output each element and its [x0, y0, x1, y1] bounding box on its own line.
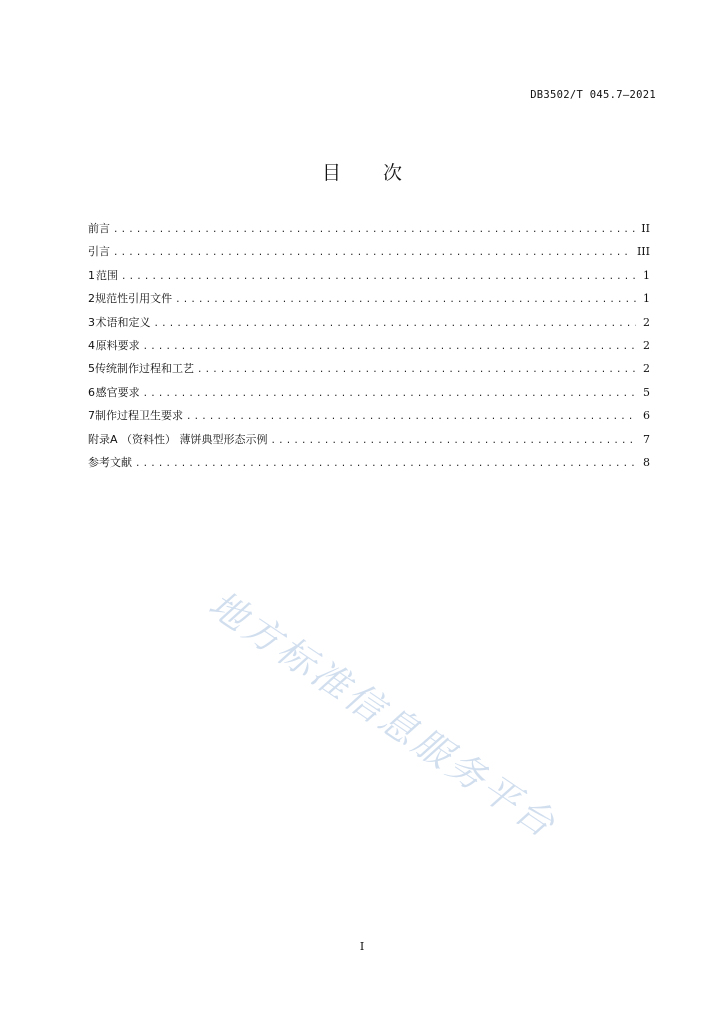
toc-entry-label: 引言 — [88, 245, 110, 259]
toc-entry-number: 7 — [88, 409, 95, 423]
toc-entry-label: 感官要求 — [95, 385, 140, 399]
toc-entry-page: 1 — [643, 292, 650, 306]
toc-entry-page: II — [641, 222, 650, 235]
toc-entry-number: 6 — [88, 385, 95, 399]
toc-leader-dots — [197, 359, 636, 382]
toc-leader-dots — [153, 313, 636, 336]
toc-entry-bibliography[interactable] — [88, 451, 650, 474]
toc-entry-label: 规范性引用文件 — [95, 292, 173, 306]
toc-entry-appendix-a[interactable] — [88, 428, 650, 451]
toc-entry-traditional-process[interactable] — [88, 357, 650, 380]
toc-leader-dots — [121, 266, 636, 289]
toc-entry-label: 传统制作过程和工艺 — [95, 362, 194, 376]
toc-leader-dots — [175, 289, 636, 312]
toc-entry-label: 原料要求 — [95, 338, 140, 352]
toc-entry-label: 前言 — [88, 222, 110, 235]
toc-leader-dots — [271, 430, 636, 453]
toc-leader-dots — [186, 406, 636, 429]
table-of-contents — [88, 217, 650, 474]
toc-entry-number: 4 — [88, 338, 95, 352]
toc-title: 目 次 — [321, 162, 421, 184]
toc-entry-page: 7 — [643, 432, 650, 446]
toc-entry-label: 范围 — [95, 268, 118, 282]
toc-entry-terms-definitions[interactable] — [88, 311, 650, 334]
page-number: I — [359, 940, 365, 953]
toc-entry-number: 2 — [88, 292, 95, 306]
toc-entry-page: 8 — [643, 455, 650, 469]
toc-entry-foreword[interactable] — [88, 217, 650, 240]
toc-entry-page: 5 — [643, 385, 650, 399]
toc-entry-page: 2 — [643, 315, 650, 329]
toc-leader-dots — [143, 336, 636, 359]
toc-entry-number: 3 — [88, 315, 95, 329]
toc-leader-dots — [143, 383, 636, 406]
toc-entry-raw-materials[interactable] — [88, 334, 650, 357]
toc-entry-page: 6 — [643, 409, 650, 423]
watermark: 地方标准信息服务平台 — [201, 582, 566, 848]
toc-leader-dots — [113, 242, 633, 265]
toc-leader-dots — [113, 219, 636, 242]
toc-leader-dots — [135, 453, 636, 476]
toc-entry-number: 1 — [88, 268, 95, 282]
toc-entry-label: 附录A （资料性） 薄饼典型形态示例 — [88, 432, 268, 446]
toc-entry-page: 2 — [643, 362, 650, 376]
toc-entry-sensory-requirements[interactable] — [88, 381, 650, 404]
toc-entry-label: 术语和定义 — [95, 315, 151, 329]
toc-entry-number: 5 — [88, 362, 95, 376]
toc-entry-page: III — [636, 245, 650, 259]
toc-entry-scope[interactable] — [88, 264, 650, 287]
toc-entry-introduction[interactable] — [88, 240, 650, 263]
toc-entry-label: 制作过程卫生要求 — [95, 409, 183, 423]
document-code: DB3502/T 045.7—2021 — [530, 89, 656, 101]
toc-entry-page: 2 — [643, 338, 650, 352]
toc-entry-page: 1 — [643, 268, 650, 282]
toc-entry-normative-references[interactable] — [88, 287, 650, 310]
toc-entry-hygiene-requirements[interactable] — [88, 404, 650, 427]
toc-entry-label: 参考文献 — [88, 455, 132, 469]
